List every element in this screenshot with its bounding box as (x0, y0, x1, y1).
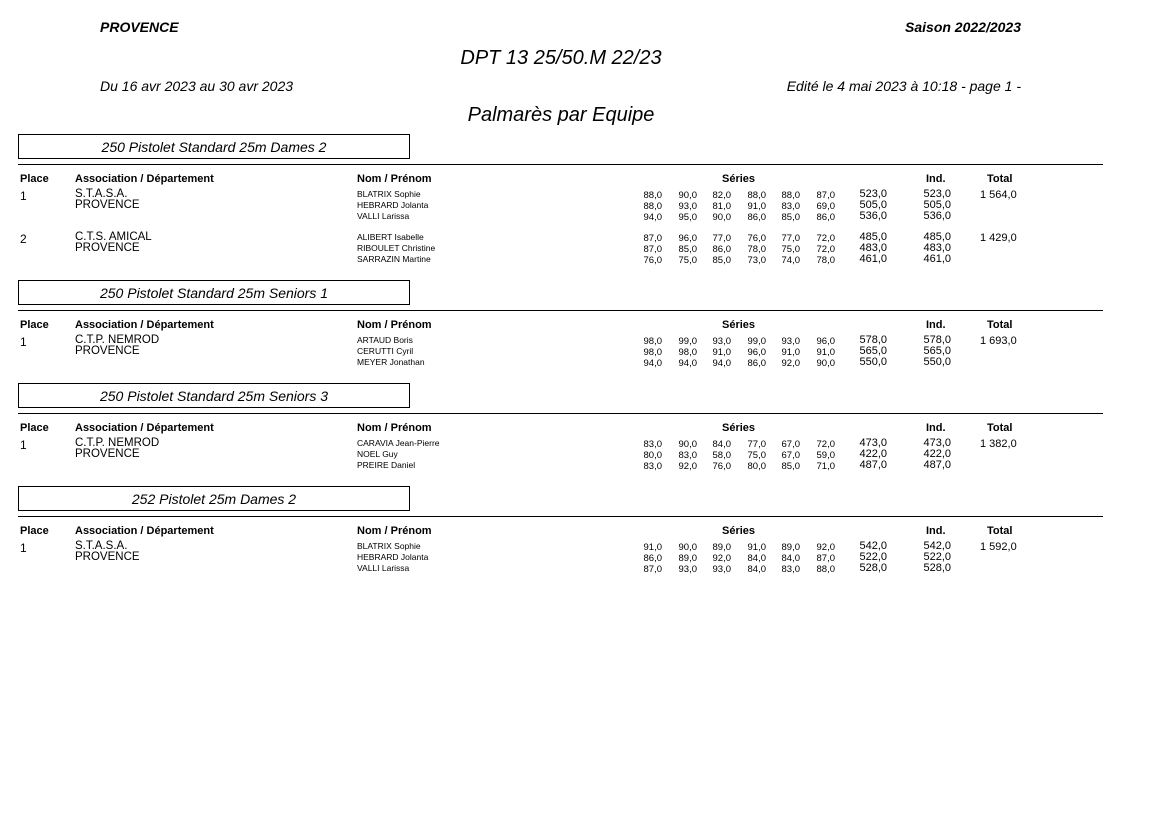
series-sum: 523,0 (859, 188, 887, 200)
col-header-ind: Ind. (926, 422, 946, 434)
shooter-name: BLATRIX Sophie (357, 541, 421, 551)
shooter-row (0, 253, 1169, 264)
col-header-place: Place (20, 173, 49, 185)
shooter-row (0, 551, 1169, 562)
team-place: 1 (20, 335, 27, 349)
series-sum: 473,0 (859, 437, 887, 449)
col-header-series: Séries (722, 319, 756, 331)
series-score: 99,0 (678, 336, 697, 347)
col-header-total: Total (987, 319, 1013, 331)
series-score: 91,0 (747, 542, 766, 553)
shooter-name: VALLI Larissa (357, 211, 410, 221)
team-total: 1 564,0 (980, 189, 1017, 201)
series-score: 90,0 (678, 190, 697, 201)
team-department: PROVENCE (75, 199, 140, 211)
col-header-association: Association / Département (75, 319, 214, 331)
series-score: 84,0 (747, 564, 766, 575)
individual-score: 483,0 (923, 242, 951, 254)
series-score: 89,0 (678, 553, 697, 564)
section-divider (18, 310, 1103, 311)
shooter-name: ARTAUD Boris (357, 335, 413, 345)
shooter-row (0, 231, 1169, 242)
series-score: 86,0 (747, 358, 766, 369)
shooter-row (0, 345, 1169, 356)
shooter-name: SARRAZIN Martine (357, 254, 431, 264)
team-department: PROVENCE (75, 242, 140, 254)
shooter-row (0, 437, 1169, 448)
series-score: 87,0 (816, 190, 835, 201)
col-header-place: Place (20, 525, 49, 537)
series-score: 85,0 (678, 244, 697, 255)
series-score: 71,0 (816, 461, 835, 472)
series-score: 83,0 (781, 564, 800, 575)
series-score: 84,0 (747, 553, 766, 564)
page-title: DPT 13 25/50.M 22/23 (460, 47, 662, 69)
series-score: 78,0 (747, 244, 766, 255)
series-score: 85,0 (781, 212, 800, 223)
series-score: 58,0 (712, 450, 731, 461)
series-score: 77,0 (747, 439, 766, 450)
series-score: 67,0 (781, 450, 800, 461)
col-header-name: Nom / Prénom (357, 319, 432, 331)
shooter-name: VALLI Larissa (357, 563, 410, 573)
individual-score: 536,0 (923, 210, 951, 222)
series-score: 98,0 (643, 347, 662, 358)
series-score: 80,0 (643, 450, 662, 461)
series-score: 59,0 (816, 450, 835, 461)
shooter-name: CERUTTI Cyril (357, 346, 414, 356)
shooter-row (0, 459, 1169, 470)
col-header-series: Séries (722, 173, 756, 185)
col-header-association: Association / Département (75, 173, 214, 185)
individual-score: 473,0 (923, 437, 951, 449)
series-score: 86,0 (643, 553, 662, 564)
shooter-name: HEBRARD Jolanta (357, 200, 429, 210)
series-score: 81,0 (712, 201, 731, 212)
series-score: 88,0 (816, 564, 835, 575)
section-title-box (18, 486, 410, 511)
series-score: 95,0 (678, 212, 697, 223)
team-club: C.T.P. NEMROD (75, 334, 160, 346)
team-club: S.T.A.S.A. (75, 188, 128, 200)
team-total: 1 693,0 (980, 335, 1017, 347)
series-score: 89,0 (781, 542, 800, 553)
series-score: 92,0 (816, 542, 835, 553)
series-sum: 528,0 (859, 562, 887, 574)
col-header-total: Total (987, 422, 1013, 434)
series-score: 86,0 (816, 212, 835, 223)
series-sum: 483,0 (859, 242, 887, 254)
shooter-name: ALIBERT Isabelle (357, 232, 424, 242)
series-sum: 505,0 (859, 199, 887, 211)
series-sum: 487,0 (859, 459, 887, 471)
series-score: 77,0 (712, 233, 731, 244)
section-title: 250 Pistolet Standard 25m Dames 2 (101, 139, 327, 155)
series-score: 96,0 (747, 347, 766, 358)
team-club: C.T.P. NEMROD (75, 437, 160, 449)
team-place: 1 (20, 541, 27, 555)
shooter-name: PREIRE Daniel (357, 460, 416, 470)
series-score: 69,0 (816, 201, 835, 212)
series-score: 86,0 (747, 212, 766, 223)
series-score: 93,0 (781, 336, 800, 347)
series-score: 89,0 (712, 542, 731, 553)
shooter-name: RIBOULET Christine (357, 243, 436, 253)
series-score: 98,0 (643, 336, 662, 347)
series-score: 77,0 (781, 233, 800, 244)
series-score: 75,0 (747, 450, 766, 461)
series-sum: 422,0 (859, 448, 887, 460)
series-score: 87,0 (643, 564, 662, 575)
col-header-name: Nom / Prénom (357, 173, 432, 185)
team-place: 1 (20, 189, 27, 203)
col-header-association: Association / Département (75, 422, 214, 434)
individual-score: 578,0 (923, 334, 951, 346)
series-score: 94,0 (643, 358, 662, 369)
series-score: 87,0 (816, 553, 835, 564)
series-sum: 578,0 (859, 334, 887, 346)
individual-score: 522,0 (923, 551, 951, 563)
series-score: 85,0 (781, 461, 800, 472)
series-score: 96,0 (816, 336, 835, 347)
season-label: Saison 2022/2023 (905, 19, 1021, 35)
series-score: 92,0 (712, 553, 731, 564)
shooter-name: MEYER Jonathan (357, 357, 425, 367)
section-title: 252 Pistolet 25m Dames 2 (131, 491, 297, 507)
shooter-name: NOEL Guy (357, 449, 398, 459)
date-range: Du 16 avr 2023 au 30 avr 2023 (100, 78, 294, 94)
series-score: 90,0 (712, 212, 731, 223)
series-sum: 485,0 (859, 231, 887, 243)
team-total: 1 592,0 (980, 541, 1017, 553)
series-score: 90,0 (678, 542, 697, 553)
series-score: 98,0 (678, 347, 697, 358)
col-header-ind: Ind. (926, 319, 946, 331)
series-score: 82,0 (712, 190, 731, 201)
series-score: 85,0 (712, 255, 731, 266)
series-sum: 461,0 (859, 253, 887, 265)
col-header-ind: Ind. (926, 173, 946, 185)
series-score: 83,0 (678, 450, 697, 461)
col-header-name: Nom / Prénom (357, 422, 432, 434)
section-title-box (18, 383, 410, 408)
results-section (0, 486, 1169, 631)
series-sum: 542,0 (859, 540, 887, 552)
team-department: PROVENCE (75, 345, 140, 357)
series-score: 91,0 (747, 201, 766, 212)
page-subtitle: Palmarès par Equipe (467, 104, 655, 126)
series-score: 91,0 (712, 347, 731, 358)
section-title: 250 Pistolet Standard 25m Seniors 3 (99, 388, 329, 404)
shooter-name: CARAVIA Jean-Pierre (357, 438, 440, 448)
shooter-row (0, 356, 1169, 367)
individual-score: 550,0 (923, 356, 951, 368)
col-header-series: Séries (722, 525, 756, 537)
series-score: 74,0 (781, 255, 800, 266)
series-score: 90,0 (678, 439, 697, 450)
series-score: 76,0 (747, 233, 766, 244)
section-title: 250 Pistolet Standard 25m Seniors 1 (99, 285, 329, 301)
series-score: 92,0 (678, 461, 697, 472)
shooter-row (0, 242, 1169, 253)
series-score: 76,0 (643, 255, 662, 266)
shooter-name: HEBRARD Jolanta (357, 552, 429, 562)
series-score: 88,0 (781, 190, 800, 201)
shooter-row (0, 562, 1169, 573)
series-score: 93,0 (678, 564, 697, 575)
shooter-row (0, 540, 1169, 551)
series-score: 72,0 (816, 244, 835, 255)
col-header-association: Association / Département (75, 525, 214, 537)
series-score: 94,0 (712, 358, 731, 369)
series-score: 87,0 (643, 233, 662, 244)
team-department: PROVENCE (75, 551, 140, 563)
individual-score: 487,0 (923, 459, 951, 471)
team-department: PROVENCE (75, 448, 140, 460)
series-score: 94,0 (678, 358, 697, 369)
series-score: 88,0 (747, 190, 766, 201)
series-score: 86,0 (712, 244, 731, 255)
region-label: PROVENCE (100, 19, 179, 35)
team-place: 2 (20, 232, 27, 246)
col-header-place: Place (20, 319, 49, 331)
shooter-row (0, 210, 1169, 221)
series-score: 93,0 (712, 336, 731, 347)
series-score: 93,0 (678, 201, 697, 212)
series-score: 96,0 (678, 233, 697, 244)
series-score: 94,0 (643, 212, 662, 223)
individual-score: 485,0 (923, 231, 951, 243)
series-score: 72,0 (816, 439, 835, 450)
series-score: 87,0 (643, 244, 662, 255)
team-total: 1 382,0 (980, 438, 1017, 450)
section-divider (18, 516, 1103, 517)
series-score: 99,0 (747, 336, 766, 347)
shooter-row (0, 188, 1169, 199)
series-score: 93,0 (712, 564, 731, 575)
col-header-total: Total (987, 173, 1013, 185)
edited-info: Edité le 4 mai 2023 à 10:18 - page 1 - (786, 78, 1021, 94)
shooter-row (0, 199, 1169, 210)
shooter-row (0, 448, 1169, 459)
series-score: 76,0 (712, 461, 731, 472)
series-score: 75,0 (678, 255, 697, 266)
col-header-place: Place (20, 422, 49, 434)
series-score: 72,0 (816, 233, 835, 244)
series-score: 78,0 (816, 255, 835, 266)
series-sum: 522,0 (859, 551, 887, 563)
team-club: S.T.A.S.A. (75, 540, 128, 552)
individual-score: 565,0 (923, 345, 951, 357)
series-score: 75,0 (781, 244, 800, 255)
series-score: 88,0 (643, 201, 662, 212)
individual-score: 505,0 (923, 199, 951, 211)
series-score: 91,0 (816, 347, 835, 358)
shooter-name: BLATRIX Sophie (357, 189, 421, 199)
series-score: 67,0 (781, 439, 800, 450)
individual-score: 523,0 (923, 188, 951, 200)
series-sum: 550,0 (859, 356, 887, 368)
section-title-box (18, 134, 410, 159)
series-score: 73,0 (747, 255, 766, 266)
col-header-total: Total (987, 525, 1013, 537)
team-club: C.T.S. AMICAL (75, 231, 152, 243)
series-score: 80,0 (747, 461, 766, 472)
series-score: 88,0 (643, 190, 662, 201)
series-score: 84,0 (781, 553, 800, 564)
individual-score: 461,0 (923, 253, 951, 265)
series-sum: 536,0 (859, 210, 887, 222)
series-score: 91,0 (781, 347, 800, 358)
section-divider (18, 413, 1103, 414)
col-header-ind: Ind. (926, 525, 946, 537)
team-place: 1 (20, 438, 27, 452)
series-score: 83,0 (781, 201, 800, 212)
series-score: 91,0 (643, 542, 662, 553)
col-header-name: Nom / Prénom (357, 525, 432, 537)
series-score: 84,0 (712, 439, 731, 450)
individual-score: 422,0 (923, 448, 951, 460)
results-section (0, 134, 1169, 279)
series-score: 90,0 (816, 358, 835, 369)
series-score: 83,0 (643, 439, 662, 450)
individual-score: 542,0 (923, 540, 951, 552)
team-total: 1 429,0 (980, 232, 1017, 244)
col-header-series: Séries (722, 422, 756, 434)
series-score: 83,0 (643, 461, 662, 472)
section-title-box (18, 280, 410, 305)
series-sum: 565,0 (859, 345, 887, 357)
individual-score: 528,0 (923, 562, 951, 574)
section-divider (18, 164, 1103, 165)
series-score: 92,0 (781, 358, 800, 369)
shooter-row (0, 334, 1169, 345)
